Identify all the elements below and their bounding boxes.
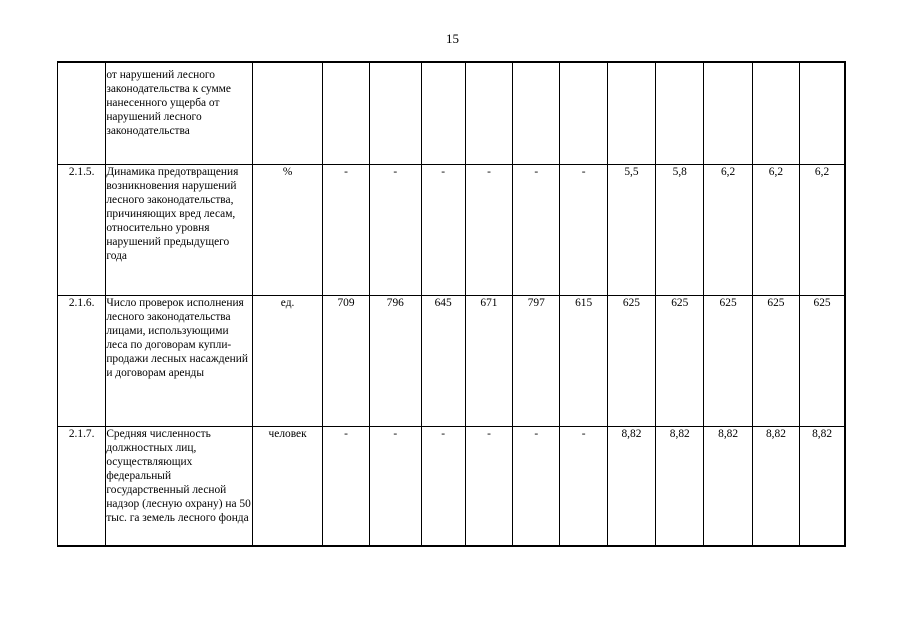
indicator-description: от нарушений лесного законодательства к сумме нанесенного ущерба от нарушений лесного законодательства — [106, 62, 253, 165]
value-cell — [607, 62, 655, 165]
value-cell: 8,82 — [607, 427, 655, 547]
table-row — [58, 165, 846, 296]
value-cell: - — [465, 165, 512, 296]
unit-cell — [253, 62, 322, 165]
value-cell: - — [465, 427, 512, 547]
value-cell: 8,82 — [800, 427, 845, 547]
value-cell: - — [370, 427, 421, 547]
value-cell: 6,2 — [752, 165, 799, 296]
row-number: 2.1.6. — [58, 296, 106, 427]
value-cell: 797 — [513, 296, 560, 427]
value-cell — [322, 62, 369, 165]
value-cell — [560, 62, 607, 165]
table-row — [58, 296, 846, 427]
value-cell: - — [421, 165, 465, 296]
value-cell — [656, 62, 704, 165]
value-cell: - — [322, 427, 369, 547]
value-cell: 5,5 — [607, 165, 655, 296]
value-cell: 625 — [800, 296, 845, 427]
unit-cell: ед. — [253, 296, 322, 427]
value-cell: 625 — [704, 296, 752, 427]
indicators-table — [57, 61, 846, 547]
value-cell — [421, 62, 465, 165]
indicator-description: Средняя численность должностных лиц, осуществляющих федеральный государственный лесной надзор (лесную охрану) на 50 тыс. га земель лесного фонда — [106, 427, 253, 547]
row-number: 2.1.5. — [58, 165, 106, 296]
value-cell — [370, 62, 421, 165]
value-cell: 625 — [752, 296, 799, 427]
indicator-description: Число проверок исполнения лесного законодательства лицами, использующими леса по договорам купли-продажи лесных насаждений и договорам аренды — [106, 296, 253, 427]
table-row — [58, 62, 846, 165]
value-cell: - — [421, 427, 465, 547]
value-cell: - — [322, 165, 369, 296]
value-cell: 615 — [560, 296, 607, 427]
value-cell: 8,82 — [752, 427, 799, 547]
value-cell — [800, 62, 845, 165]
page-number: 15 — [446, 31, 459, 46]
unit-cell: % — [253, 165, 322, 296]
value-cell: - — [560, 427, 607, 547]
value-cell — [513, 62, 560, 165]
value-cell: 6,2 — [704, 165, 752, 296]
row-number — [58, 62, 106, 165]
value-cell — [752, 62, 799, 165]
value-cell: 8,82 — [656, 427, 704, 547]
value-cell: 8,82 — [704, 427, 752, 547]
value-cell: 709 — [322, 296, 369, 427]
value-cell: 5,8 — [656, 165, 704, 296]
value-cell: - — [513, 427, 560, 547]
value-cell: - — [560, 165, 607, 296]
value-cell — [704, 62, 752, 165]
value-cell: 796 — [370, 296, 421, 427]
value-cell: 625 — [607, 296, 655, 427]
indicator-description: Динамика предотвращения возникновения нарушений лесного законодательства, причиняющих вред лесам, относительно уровня нарушений предыдущего года — [106, 165, 253, 296]
value-cell: 645 — [421, 296, 465, 427]
value-cell — [465, 62, 512, 165]
unit-cell: человек — [253, 427, 322, 547]
value-cell: 6,2 — [800, 165, 845, 296]
value-cell: 625 — [656, 296, 704, 427]
value-cell: - — [513, 165, 560, 296]
value-cell: - — [370, 165, 421, 296]
table-row — [58, 427, 846, 547]
value-cell: 671 — [465, 296, 512, 427]
row-number: 2.1.7. — [58, 427, 106, 547]
